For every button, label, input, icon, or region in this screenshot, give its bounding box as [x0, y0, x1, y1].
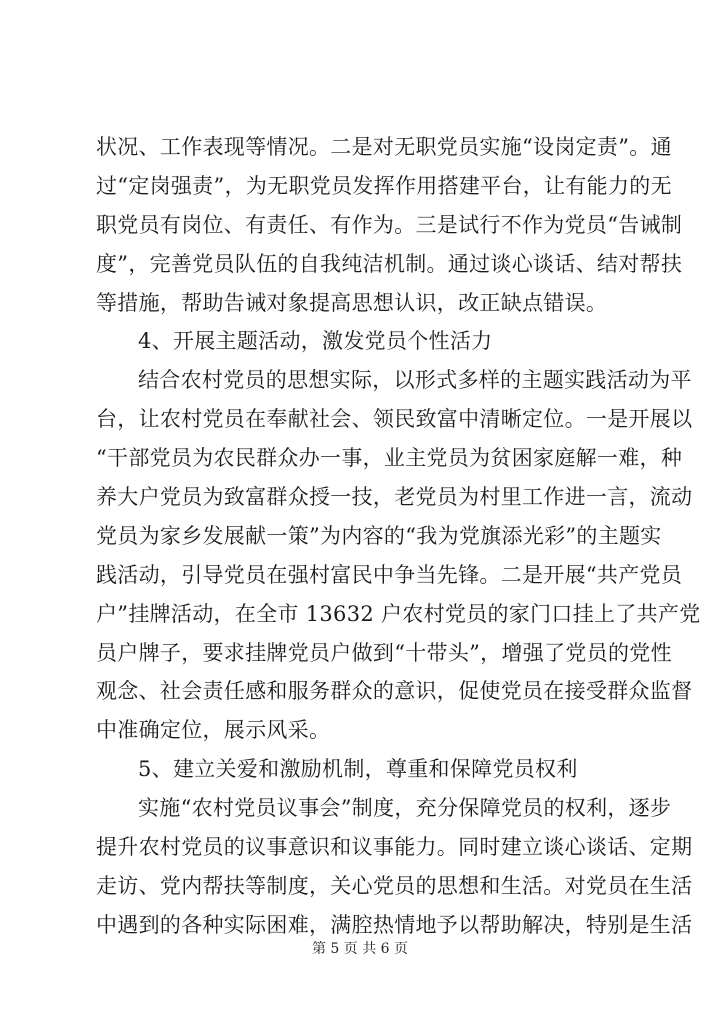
text-line: 台，让农村党员在奉献社会、领民致富中清晰定位。一是开展以 [96, 407, 693, 432]
text-line: 养大户党员为致富群众授一技，老党员为村里工作进一言，流动 [96, 485, 693, 510]
text-line: 践活动，引导党员在强村富民中争当先锋。二是开展“共产党员 [96, 562, 683, 587]
text-line: “干部党员为农民群众办一事，业主党员为贫困家庭解一难，种 [96, 446, 683, 471]
text-line: 5、建立关爱和激励机制，尊重和保障党员权利 [138, 757, 578, 782]
text-line: 等措施，帮助告诫对象提高思想认识，改正缺点错误。 [96, 290, 608, 315]
text-line: 党员为家乡发展献一策”为内容的“我为党旗添光彩”的主题实 [96, 523, 662, 548]
text-line: 4、开展主题活动，激发党员个性活力 [138, 329, 493, 354]
text-line: 状况、工作表现等情况。二是对无职党员实施“设岗定责”。通 [96, 135, 672, 159]
text-line: 中遇到的各种实际困难，满腔热情地予以帮助解决，特别是生活 [96, 912, 693, 937]
text-line: 走访、党内帮扶等制度，关心党员的思想和生活。对党员在生活 [96, 873, 693, 898]
text-line: 提升农村党员的议事意识和议事能力。同时建立谈心谈话、定期 [96, 835, 693, 860]
document-body [96, 128, 701, 945]
text-line: 职党员有岗位、有责任、有作为。三是试行不作为党员“告诫制 [96, 212, 683, 237]
text-line: 结合农村党员的思想实际，以形式多样的主题实践活动为平 [138, 368, 692, 393]
text-line: 中准确定位，展示风采。 [96, 718, 331, 743]
text-line: 户”挂牌活动，在全市 13632 户农村党员的家门口挂上了共产党 [96, 601, 701, 626]
text-line: 实施“农村党员议事会”制度，充分保障党员的权利，逐步 [138, 796, 672, 821]
text-line: 过“定岗强责”，为无职党员发挥作用搭建平台，让有能力的无 [96, 173, 672, 198]
page-number-footer: 第 5 页 共 6 页 [311, 941, 409, 957]
text-line: 员户牌子，要求挂牌党员户做到“十带头”，增强了党员的党性 [96, 640, 672, 665]
text-line: 观念、社会责任感和服务群众的意识，促使党员在接受群众监督 [96, 679, 693, 704]
text-line: 度”，完善党员队伍的自我纯洁机制。通过谈心谈话、结对帮扶 [96, 251, 683, 276]
